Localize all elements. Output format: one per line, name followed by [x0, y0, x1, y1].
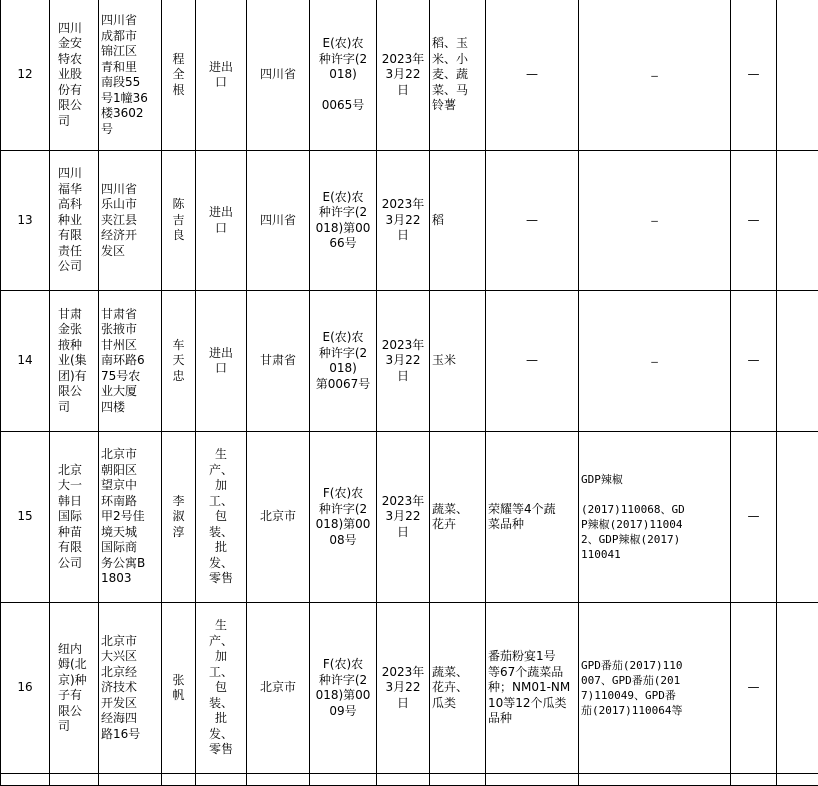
issue-date-cell [377, 291, 430, 432]
company-address-cell [99, 774, 162, 786]
table-row [1, 603, 818, 774]
company-address-cell [99, 432, 162, 603]
gmo-info-cell [579, 603, 731, 774]
gmo-info-cell [579, 774, 731, 786]
business-scope-cell [196, 774, 247, 786]
legal-representative-cell [162, 774, 196, 786]
spacer-cell-cell [777, 0, 818, 151]
row-number: 15 [3, 509, 47, 525]
gmo-info-cell [579, 432, 731, 603]
row-number: 16 [3, 680, 47, 696]
crop-types-cell [430, 603, 486, 774]
variety-info-cell [486, 603, 579, 774]
license-number: F(农)农 种许字(2 018)第00 09号 [312, 657, 374, 719]
license-number: F(农)农 种许字(2 018)第00 08号 [312, 486, 374, 548]
license-number: E(农)农 种许字(2 018)第00 66号 [312, 190, 374, 252]
spacer-cell-cell [777, 291, 818, 432]
issue-date-cell [377, 432, 430, 603]
spacer-cell-cell [777, 774, 818, 786]
table-row [1, 432, 818, 603]
row-number-cell [1, 432, 50, 603]
license-number-cell [310, 603, 377, 774]
gmo-info: — [581, 68, 728, 83]
business-scope-cell [196, 603, 247, 774]
legal-representative: 张 帆 [164, 673, 193, 704]
crop-types: 稻、玉 米、小 麦、蔬 菜、马 铃薯 [432, 36, 483, 114]
company-address-cell [99, 291, 162, 432]
issuing-region-cell [247, 774, 310, 786]
business-scope-cell [196, 291, 247, 432]
row-number-cell [1, 774, 50, 786]
table-row [1, 0, 818, 151]
company-address: 北京市 大兴区 北京经 济技术 开发区 经海四 路16号 [101, 634, 159, 743]
license-number-cell [310, 774, 377, 786]
issue-date-cell [377, 151, 430, 291]
row-number: 13 [3, 213, 47, 229]
remark-cell [731, 291, 777, 432]
remark-cell [731, 774, 777, 786]
company-address: 北京市 朝阳区 望京中 环南路 甲2号佳 境天城 国际商 务公寓B 1803 [101, 447, 159, 587]
legal-representative-cell [162, 0, 196, 151]
issuing-region: 北京市 [249, 509, 307, 525]
spacer-cell-cell [777, 432, 818, 603]
business-scope: 进出 口 [198, 205, 244, 236]
variety-info: — [488, 213, 576, 229]
remark: — [733, 353, 774, 369]
business-scope: 生 产、 加 工、 包 装、 批 发、 零售 [198, 447, 244, 587]
issuing-region-cell [247, 291, 310, 432]
crop-types-cell [430, 0, 486, 151]
table-row [1, 291, 818, 432]
company-address: 甘肃省 张掖市 甘州区 南环路6 75号农 业大厦 四楼 [101, 307, 159, 416]
crop-types: 蔬菜、 花卉、 瓜类 [432, 665, 483, 712]
table-row [1, 151, 818, 291]
crop-types-cell [430, 774, 486, 786]
business-scope: 进出 口 [198, 60, 244, 91]
company-address-cell [99, 151, 162, 291]
crop-types: 蔬菜、 花卉 [432, 502, 483, 533]
variety-info-cell [486, 774, 579, 786]
company-name-cell [50, 291, 99, 432]
legal-representative-cell [162, 432, 196, 603]
business-scope-cell [196, 0, 247, 151]
crop-types-cell [430, 291, 486, 432]
variety-info: — [488, 67, 576, 83]
company-name: 四川 福华 高科 种业 有限 责任 公司 [58, 166, 96, 275]
business-scope: 进出 口 [198, 346, 244, 377]
variety-info-cell [486, 291, 579, 432]
business-scope: 生 产、 加 工、 包 装、 批 发、 零售 [198, 618, 244, 758]
spacer-cell-cell [777, 151, 818, 291]
variety-info: 荣耀等4个蔬 菜品种 [488, 502, 576, 533]
legal-representative: 陈 吉 良 [164, 197, 193, 244]
gmo-info: GPD番茄(2017)110 007、GPD番茄(201 7)110049、GPD番 茄(2017)110064等 [581, 658, 728, 718]
company-name: 北京 大一 韩日 国际 种苗 有限 公司 [58, 463, 96, 572]
company-name: 纽内 姆(北 京)种 子有 限公 司 [58, 642, 96, 735]
legal-representative-cell [162, 151, 196, 291]
issuing-region: 北京市 [249, 680, 307, 696]
license-number: E(农)农 种许字(2 018) 第0067号 [312, 330, 374, 392]
company-name-cell [50, 151, 99, 291]
company-name: 四川 金安 特农 业股 份有 限公 司 [58, 21, 96, 130]
company-name-cell [50, 603, 99, 774]
issue-date: 2023年 3月22 日 [379, 494, 427, 541]
variety-info-cell [486, 0, 579, 151]
variety-info: — [488, 353, 576, 369]
issuing-region-cell [247, 432, 310, 603]
gmo-info-cell [579, 0, 731, 151]
company-name: 甘肃 金张 掖种 业(集 团)有 限公 司 [58, 307, 96, 416]
legal-representative-cell [162, 291, 196, 432]
business-scope-cell [196, 432, 247, 603]
legal-representative: 李 淑 淳 [164, 494, 193, 541]
legal-representative-cell [162, 603, 196, 774]
crop-types: 玉米 [432, 353, 483, 369]
remark-cell [731, 603, 777, 774]
gmo-info: GDP辣椒 (2017)110068、GD P辣椒(2017)11004 2、GDP辣椒(2017) 110041 [581, 472, 728, 562]
license-number-cell [310, 0, 377, 151]
remark-cell [731, 432, 777, 603]
issuing-region: 甘肃省 [249, 353, 307, 369]
license-number-cell [310, 151, 377, 291]
license-number-cell [310, 432, 377, 603]
company-address: 四川省 成都市 锦江区 青和里 南段55 号1幢36 楼3602 号 [101, 13, 159, 137]
company-name-cell [50, 774, 99, 786]
issue-date: 2023年 3月22 日 [379, 338, 427, 385]
company-address-cell [99, 0, 162, 151]
issuing-region: 四川省 [249, 213, 307, 229]
gmo-info-cell [579, 151, 731, 291]
company-address-cell [99, 603, 162, 774]
remark: — [733, 680, 774, 696]
crop-types: 稻 [432, 213, 483, 229]
remark-cell [731, 151, 777, 291]
legal-representative: 程 全 根 [164, 52, 193, 99]
license-number-cell [310, 291, 377, 432]
company-name-cell [50, 0, 99, 151]
remark-cell [731, 0, 777, 151]
issuing-region-cell [247, 0, 310, 151]
gmo-info: — [581, 213, 728, 228]
variety-info: 番茄粉宴1号 等67个蔬菜品 种；NM01-NM 10等12个瓜类 品种 [488, 649, 576, 727]
issue-date-cell [377, 0, 430, 151]
crop-types-cell [430, 151, 486, 291]
row-number-cell [1, 603, 50, 774]
issuing-region: 四川省 [249, 67, 307, 83]
issue-date: 2023年 3月22 日 [379, 197, 427, 244]
row-number-cell [1, 291, 50, 432]
remark: — [733, 509, 774, 525]
row-number: 12 [3, 67, 47, 83]
issue-date: 2023年 3月22 日 [379, 665, 427, 712]
gmo-info-cell [579, 291, 731, 432]
gmo-info: — [581, 354, 728, 369]
license-number: E(农)农 种许字(2 018) 0065号 [312, 36, 374, 114]
row-number: 14 [3, 353, 47, 369]
issue-date-cell [377, 603, 430, 774]
business-scope-cell [196, 151, 247, 291]
issuing-region-cell [247, 151, 310, 291]
row-number-cell [1, 151, 50, 291]
remark: — [733, 213, 774, 229]
crop-types-cell [430, 432, 486, 603]
company-address: 四川省 乐山市 夹江县 经济开 发区 [101, 182, 159, 260]
issue-date: 2023年 3月22 日 [379, 52, 427, 99]
variety-info-cell [486, 151, 579, 291]
remark: — [733, 67, 774, 83]
row-number-cell [1, 0, 50, 151]
issuing-region-cell [247, 603, 310, 774]
table-row [1, 774, 818, 786]
issue-date-cell [377, 774, 430, 786]
spacer-cell-cell [777, 603, 818, 774]
variety-info-cell [486, 432, 579, 603]
company-name-cell [50, 432, 99, 603]
legal-representative: 车 天 忠 [164, 338, 193, 385]
